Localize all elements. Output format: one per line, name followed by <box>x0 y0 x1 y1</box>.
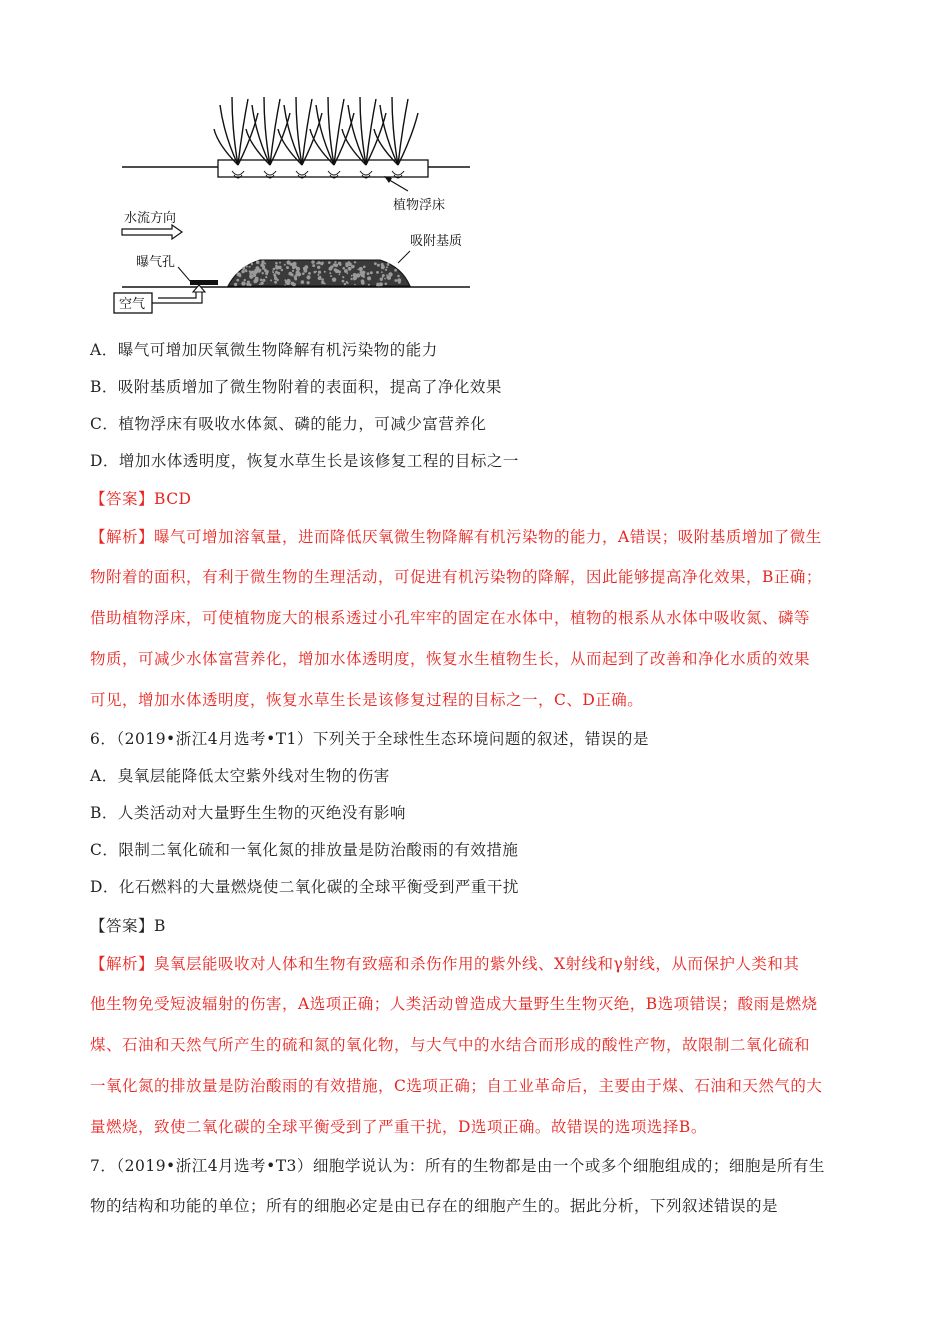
q6-analysis-line-5: 量燃烧，致使二氧化碳的全球平衡受到了严重干扰，D选项正确。故错误的选项选择B。 <box>90 1118 707 1136</box>
adsorption-label: 吸附基质 <box>410 234 463 249</box>
q5-option-d: D．增加水体透明度，恢复水草生长是该修复工程的目标之一 <box>90 452 519 470</box>
analysis-tag: 【解析】 <box>90 955 155 973</box>
answer-tag: 【答案】 <box>90 490 155 508</box>
q6-analysis-line-4: 一氧化氮的排放量是防治酸雨的有效措施，C选项正确；自工业革命后，主要由于煤、石油和天然气的大 <box>90 1077 823 1095</box>
analysis-tag: 【解析】 <box>90 528 155 546</box>
q5-analysis-line-1 <box>90 525 822 547</box>
q5-answer <box>90 487 191 509</box>
q5-option-a: A．曝气可增加厌氧微生物降解有机污染物的能力 <box>90 341 438 359</box>
answer-value: BCD <box>154 490 192 508</box>
q6-analysis-line-3: 煤、石油和天然气所产生的硫和氮的氧化物，与大气中的水结合而形成的酸性产物，故限制二氧化硫和 <box>90 1036 811 1054</box>
answer-tag: 【答案】 <box>90 917 155 935</box>
analysis-text: 曝气可增加溶氧量，进而降低厌氧微生物降解有机污染物的能力，A错误；吸附基质增加了微生 <box>154 528 822 546</box>
flow-arrow-icon <box>122 225 182 239</box>
aeration-hole <box>190 280 218 285</box>
q6-analysis-line-1 <box>90 952 799 974</box>
q6-stem: 6．（2019•浙江4月选考•T1）下列关于全球性生态环境问题的叙述，错误的是 <box>90 730 649 748</box>
q7-stem-line-1: 7．（2019•浙江4月选考•T3）细胞学说认为：所有的生物都是由一个或多个细胞组成的；细胞是所有生 <box>90 1157 825 1175</box>
air-label: 空气 <box>119 297 146 312</box>
q7-stem-line-2: 物的结构和功能的单位；所有的细胞必定是由已存在的细胞产生的。据此分析，下列叙述错误的是 <box>90 1197 779 1215</box>
q5-analysis-line-5: 可见，增加水体透明度，恢复水草生长是该修复过程的目标之一，C、D正确。 <box>90 691 644 709</box>
q6-analysis-line-2: 他生物免受短波辐射的伤害，A选项正确；人类活动曾造成大量野生生物灭绝，B选项错误；酸雨是燃烧 <box>90 995 818 1013</box>
q6-option-c: C．限制二氧化硫和一氧化氮的排放量是防治酸雨的有效措施 <box>90 841 519 859</box>
q5-option-b: B．吸附基质增加了微生物附着的表面积，提高了净化效果 <box>90 378 502 396</box>
ecological-restoration-diagram <box>110 95 480 320</box>
q6-answer <box>90 914 166 936</box>
q5-option-c: C．植物浮床有吸收水体氮、磷的能力，可减少富营养化 <box>90 415 487 433</box>
aeration-hole-label: 曝气孔 <box>136 255 176 270</box>
q5-analysis-line-4: 物质，可减少水体富营养化，增加水体透明度，恢复水生植物生长，从而起到了改善和净化水质的效果 <box>90 650 811 668</box>
q5-analysis-line-2: 物附着的面积，有利于微生物的生理活动，可促进有机污染物的降解，因此能够提高净化效果，B正确； <box>90 568 822 586</box>
q6-option-a: A．臭氧层能降低太空紫外线对生物的伤害 <box>90 767 390 785</box>
flow-direction-label: 水流方向 <box>124 211 177 226</box>
q6-option-b: B．人类活动对大量野生生物的灭绝没有影响 <box>90 804 406 822</box>
analysis-text: 臭氧层能吸收对人体和生物有致癌和杀伤作用的紫外线、X射线和γ射线，从而保护人类和其 <box>154 955 800 973</box>
q6-option-d: D．化石燃料的大量燃烧使二氧化碳的全球平衡受到严重干扰 <box>90 878 519 896</box>
plant-bed-label: 植物浮床 <box>393 198 446 213</box>
answer-value: B <box>154 917 166 935</box>
q5-analysis-line-3: 借助植物浮床，可使植物庞大的根系透过小孔牢牢的固定在水体中，植物的根系从水体中吸收氮、磷等 <box>90 609 811 627</box>
